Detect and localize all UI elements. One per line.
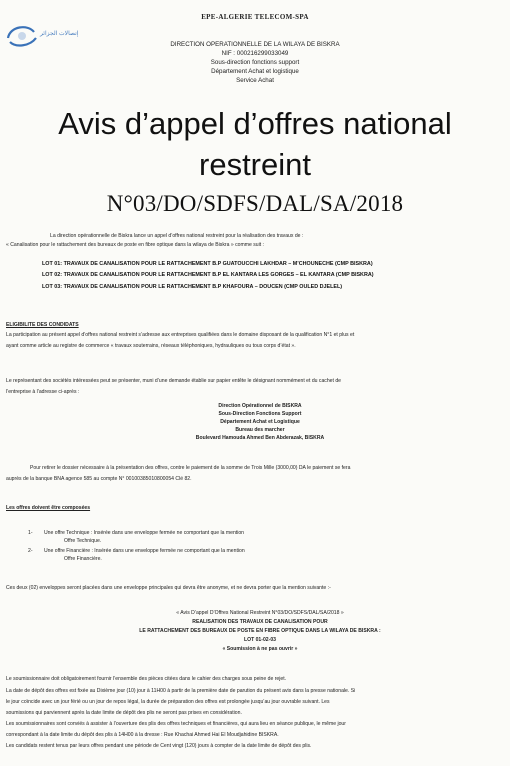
header-line: Département Achat et logistique — [211, 68, 299, 75]
representative-text: Le représentant des sociétés intéressées peut se présenter, muni d’une demande établie sur papier entête le désignant nommément et du cachet de — [6, 378, 341, 384]
mention-line: LOT 01-02-03 — [244, 637, 276, 643]
closing-text: correspondant à la date limite du dépôt des plis à 14H00 à la dresse : Rue Khachai Ahmed Hai El Moudjahidine BISKRA. — [6, 732, 279, 738]
mention-line: « Soumission à ne pas ouvrir » — [222, 646, 298, 652]
offer-number: 1- — [28, 530, 33, 536]
eligibility-text: ayant comme article au registre de commerce « travaux souterrains, réseaux téléphoniques, hydrauliques ou tous corps d’état ». — [6, 343, 296, 349]
eligibility-heading: ELIGIBILITE DES CONDIDATS — [6, 322, 79, 328]
offer-text: Une offre Financière : Insérée dans une enveloppe fermée ne comportant que la mention — [44, 548, 245, 554]
header-line: Service Achat — [236, 77, 274, 84]
header-line: NIF : 000216299033049 — [221, 50, 289, 57]
closing-text: Le soumissionnaire doit obligatoirement fournir l’ensemble des pièces citées dans le cahier des charges sous peine de rejet. — [6, 676, 287, 682]
header-line: Sous-direction fonctions support — [210, 59, 300, 66]
closing-text: Les candidats restent tenus par leurs offres pendant une période de Cent vingt (120) jours à compter de la date limite de dépôt des plis. — [6, 743, 312, 749]
address-line: Sous-Direction Fonctions Support — [218, 411, 302, 417]
address-line: Boulevard Hamouda Ahmed Ben Abderazak, BISKRA — [195, 435, 325, 441]
mention-line: LE RATTACHEMENT DES BUREAUX DE POSTE EN FIBRE OPTIQUE DANS LA WILAYA DE BISKRA : — [139, 628, 381, 634]
offer-number: 2- — [28, 548, 33, 554]
offer-text: Une offre Technique : Insérée dans une enveloppe fermée ne comportant que la mention — [44, 530, 245, 536]
closing-text: le jour coïncide avec un jour férié ou un jour de repos légal, la durée de préparation des offres est prolongée jusqu’au jour ouvrable suivant. Les — [6, 699, 330, 705]
offer-item — [28, 548, 498, 563]
page-title: Avis d’appel d’offres national — [58, 106, 452, 141]
closing-text: Les soumissionnaires sont conviés à assister à l’ouverture des plis des offres techniques et financières, qui aura lieu en séance publique, le même jour — [6, 721, 346, 727]
intro-text: « Canalisation pour le rattachement des bureaux de poste en fibre optique dans la wilaya de Biskra » comme suit : — [6, 242, 264, 248]
offer-sub: Offre Financière. — [64, 555, 102, 562]
eligibility-text: La participation au présent appel d’offres national restreint s’adresse aux entreprises qualifiées dans le domaine disposant de la qualification N°1 et plus et — [6, 332, 355, 338]
page-title-line2: restreint — [199, 147, 311, 182]
envelope-note: Ces deux (02) enveloppes seront placées dans une enveloppe principales qui devra être anonyme, et ne devra porter que la mention suivante :- — [6, 585, 331, 591]
tender-reference: N°03/DO/SDFS/DAL/SA/2018 — [106, 191, 404, 216]
lot-item: LOT 01: TRAVAUX DE CANALISATION POUR LE RATTACHEMENT B.P GUATOUCCHI LAKHDAR – M’CHOUNECHE (CMP BISKRA) — [42, 261, 373, 267]
withdrawal-text: Pour retirer le dossier nécessaire à la présentation des offres, contre le paiement de la somme de Trois Mille (3000,00) DA le paiement se fera — [30, 465, 351, 471]
company-name: EPE-ALGERIE TELECOM-SPA — [201, 13, 309, 21]
address-line: Département Achat et Logistique — [220, 419, 300, 425]
header-line: DIRECTION OPERATIONNELLE DE LA WILAYA DE BISKRA — [170, 41, 340, 48]
address-line: Bureau des marcher — [235, 427, 285, 433]
representative-text: l’entreprise à l’adresse ci-après : — [6, 389, 80, 395]
lot-item: LOT 03: TRAVAUX DE CANALISATION POUR LE RATTACHEMENT B.P KHAFOURA – DOUCEN (CMP OULED DJELEL) — [42, 284, 343, 290]
offer-sub: Offre Technique. — [64, 537, 102, 544]
closing-text: soumissions qui parviennent après la date limite de dépôt des plis ne seront pas prises en considération. — [6, 710, 242, 716]
offer-item — [28, 530, 498, 545]
lot-item: LOT 02: TRAVAUX DE CANALISATION POUR LE RATTACHEMENT B.P EL KANTARA LES GORGES – EL KANTARA (CMP BISKRA) — [42, 272, 374, 278]
address-line: Direction Opérationnel de BISKRA — [218, 403, 302, 409]
closing-text: La date de dépôt des offres est fixée au Dixième jour (10) jour à 11H00 à partir de la première date de parution du présent avis dans la presse nationale. Si — [6, 688, 356, 694]
withdrawal-text: auprès de la banque BNA agence 585 au compte N° 00100385010800054 Clé 82. — [6, 476, 192, 482]
offers-heading: Les offres doivent être composées — [6, 505, 91, 511]
mention-line: REALISATION DES TRAVAUX DE CANALISATION POUR — [192, 619, 328, 625]
logo-text: إتصالات الجزائر — [40, 31, 79, 37]
mention-line: « Avis D’appel D’Offres National Restreint N°03/DO/SDFS/DAL/SA/2018 » — [176, 610, 344, 616]
intro-text: La direction opérationnelle de Biskra lance un appel d’offres national restreint pour la réalisation des travaux de : — [50, 233, 304, 239]
